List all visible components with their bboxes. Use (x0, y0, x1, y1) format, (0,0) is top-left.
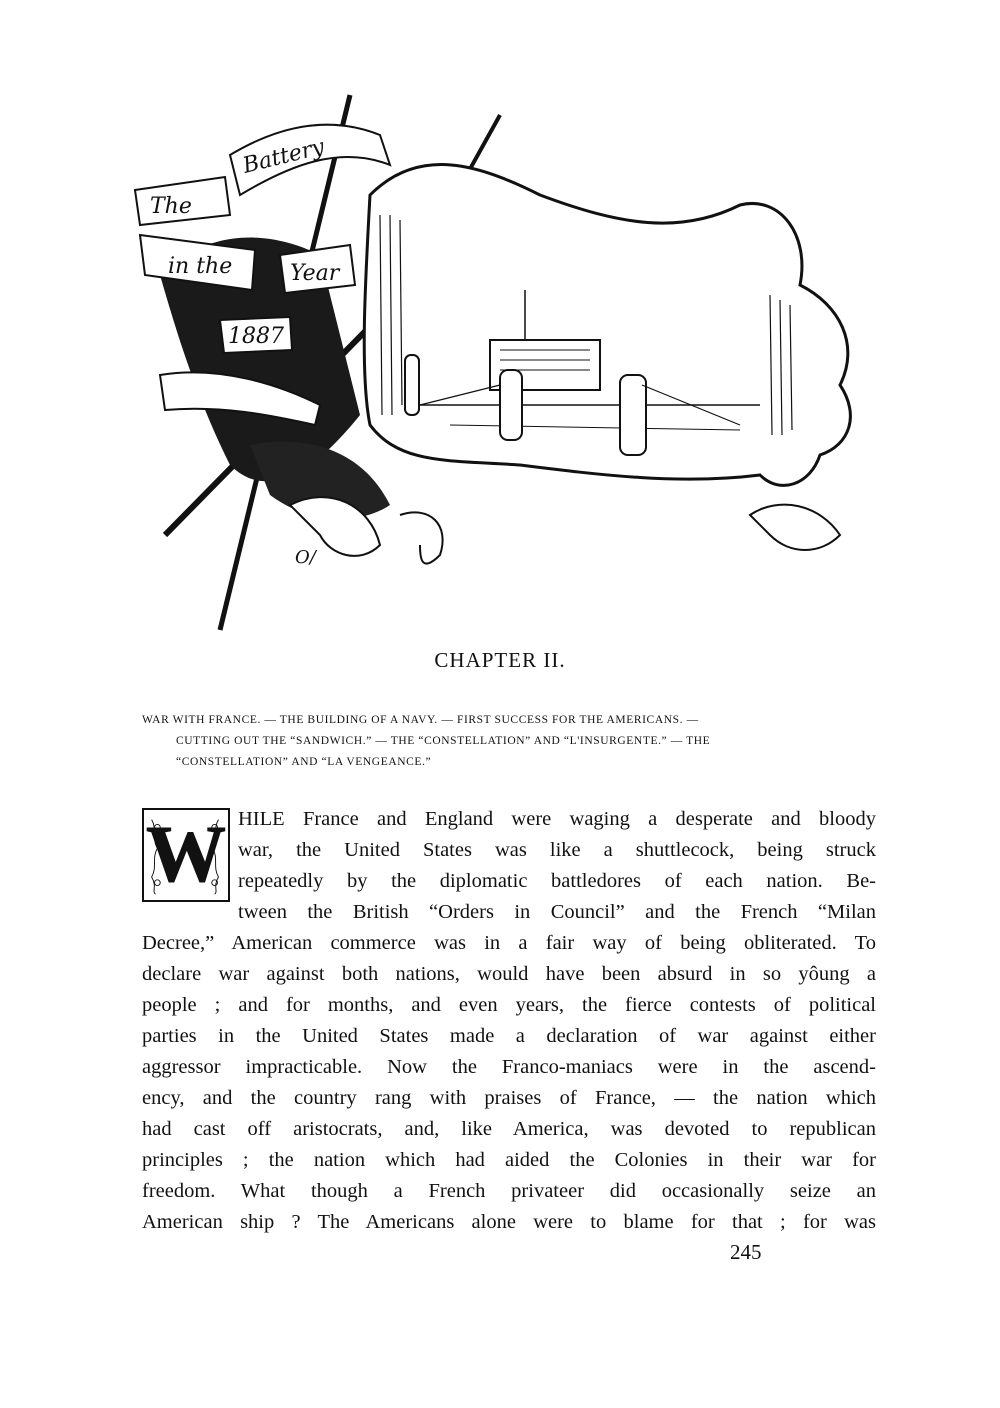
ribbon-word-1887: 1887 (228, 324, 284, 349)
text-line: tween the British “Orders in Council” and the French “Milan (238, 901, 876, 923)
text-line: principles ; the nation which had aided the Colonies in their war for (142, 1149, 876, 1171)
summary-line: WAR WITH FRANCE. — THE BUILDING OF A NAVY. — FIRST SUCCESS FOR THE AMERICANS. — (142, 714, 699, 726)
text-line: people ; and for months, and even years, the fierce contests of political (142, 994, 876, 1016)
ribbon-battery (230, 125, 390, 195)
ribbon-the (135, 177, 230, 225)
summary-line: “CONSTELLATION” AND “LA VENGEANCE.” (176, 756, 432, 768)
ribbon-word-year: Year (290, 261, 340, 286)
page-number: 245 (730, 1240, 762, 1264)
chapter-heading: CHAPTER II. (434, 648, 566, 672)
ribbon-word-in-the: in the (168, 254, 233, 279)
text-line: aggressor impracticable. Now the Franco-maniacs were in the ascend- (142, 1056, 876, 1078)
scroll-frame (364, 165, 850, 486)
ribbon-banner-drawing (120, 85, 890, 645)
text-line: repeatedly by the diplomatic battledores of each nation. Be- (238, 870, 876, 892)
artist-signature: O/ (295, 547, 316, 568)
text-line: freedom. What though a French privateer did occasionally seize an (142, 1180, 876, 1202)
ribbon-1887 (220, 317, 292, 353)
text-line: declare war against both nations, would have been absurd in so yôung a (142, 963, 876, 985)
ribbon-curl (400, 512, 443, 563)
text-line: HILE France and England were waging a desperate and bloody (238, 808, 876, 830)
text-line: Decree,” American commerce was in a fair way of being obliterated. To (142, 932, 876, 954)
battery-illustration (120, 85, 890, 645)
text-line: parties in the United States made a declaration of war against either (142, 1025, 876, 1047)
body-text (142, 804, 876, 1238)
ribbon-curl (750, 505, 840, 550)
text-line: war, the United States was like a shuttlecock, being struck (238, 839, 876, 861)
drop-cap-letter: W (146, 810, 226, 899)
ribbon-word-the: The (150, 194, 192, 219)
text-line: had cast off aristocrats, and, like America, was devoted to republican (142, 1118, 876, 1140)
text-line: ency, and the country rang with praises of France, — the nation which (142, 1087, 876, 1109)
ribbon-word-battery: Battery (240, 134, 327, 179)
summary-line: CUTTING OUT THE “SANDWICH.” — THE “CONSTELLATION” AND “L'INSURGENTE.” — THE (176, 735, 711, 747)
text-line: American ship ? The Americans alone were to blame for that ; for was (142, 1211, 876, 1233)
chapter-summary (142, 710, 876, 773)
